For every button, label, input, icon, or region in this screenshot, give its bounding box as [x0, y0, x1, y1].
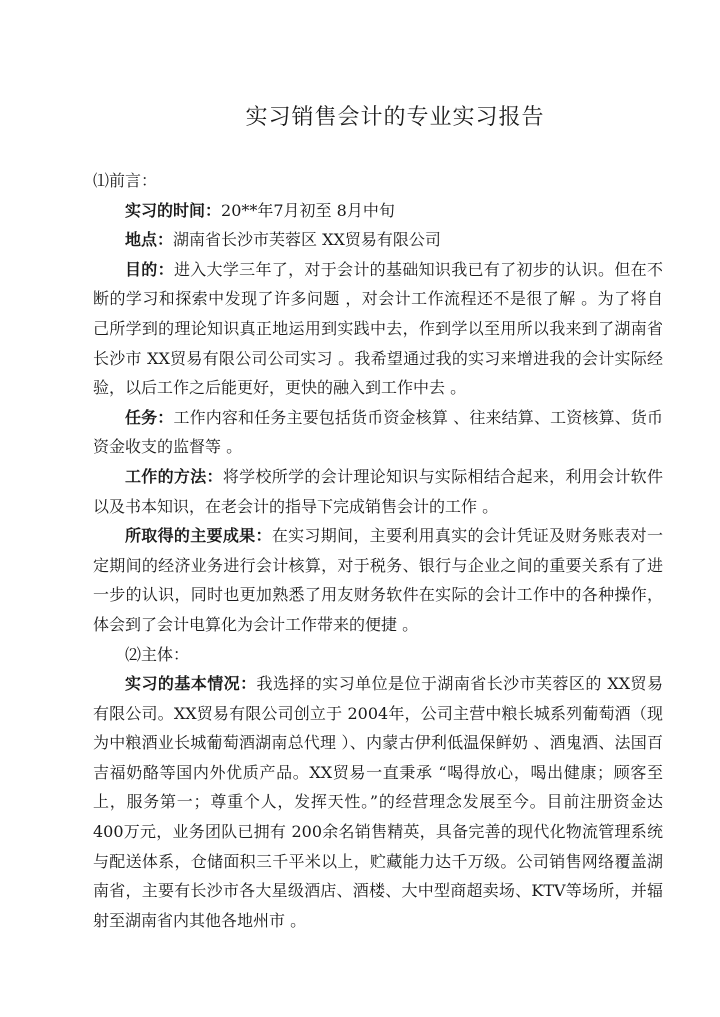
basic-text: 我选择的实习单位是位于湖南省长沙市芙蓉区的 XX贸易有限公司。XX贸易有限公司创立于 2004年，公司主营中粮长城系列葡萄酒（现为中粮酒业长城葡萄酒湖南总代理 ）、内蒙古伊利低温保鲜奶 、酒鬼酒、法国百吉福奶酪等国内外优质产品。XX贸易一直秉承 “喝得放心，喝出健康；顾客至上，服务第一；尊重个人，发挥天性。”的经营理念发展至今。目前注册资金达 400万元，业务团队已拥有 200余名销售精英，具备完善的现代化物流管理系统与配送体系，仓储面积三千平米以上，贮藏能力达千万级。公司销售网络覆盖湖南省，主要有长沙市各大星级酒店、酒楼、大中型商超卖场、KTV等场所，并辐射至湖南省内其他各地州市 。: [93, 674, 663, 930]
basic-label: 实习的基本情况：: [125, 674, 257, 694]
place-label: 地点：: [125, 230, 174, 250]
task-text: 工作内容和任务主要包括货币资金核算 、往来结算、工资核算、货币资金收支的监督等 。: [93, 407, 663, 457]
paragraph-place: [93, 225, 663, 255]
paragraph-purpose: [93, 255, 663, 403]
paragraph-task: [93, 403, 663, 462]
paragraph-basic: [93, 669, 663, 935]
page-title: 实习销售会计的专业实习报告: [245, 105, 545, 130]
place-text: 湖南省长沙市芙蓉区 XX贸易有限公司: [173, 230, 441, 250]
time-text: 20**年7月初至 8月中旬: [221, 200, 395, 220]
method-label: 工作的方法：: [125, 466, 223, 486]
section-heading-preface: ⑴前言：: [93, 171, 158, 190]
method-text: 将学校所学的会计理论知识与实际相结合起来，利用会计软件以及书本知识，在老会计的指导下完成销售会计的工作 。: [93, 466, 663, 516]
time-label: 实习的时间：: [125, 200, 222, 220]
paragraph-results: [93, 521, 663, 639]
results-text: 在实习期间，主要利用真实的会计凭证及财务账表对一定期间的经济业务进行会计核算，对于税务、银行与企业之间的重要关系有了进一步的认识，同时也更加熟悉了用友财务软件在实际的会计工作中的各种操作，体会到了会计电算化为会计工作带来的便捷 。: [93, 526, 663, 634]
document-body: [93, 166, 663, 935]
purpose-label: 目的：: [125, 259, 174, 279]
task-label: 任务：: [125, 407, 174, 427]
results-label: 所取得的主要成果：: [125, 526, 272, 546]
paragraph-method: [93, 462, 663, 521]
paragraph-time: [93, 196, 663, 226]
purpose-text: 进入大学三年了，对于会计的基础知识我已有了初步的认识。但在不断的学习和探索中发现了许多问题 ，对会计工作流程还不是很了解 。为了将自己所学到的理论知识真正地运用到实践中去，作到学以至用所以我来到了湖南省长沙市 XX贸易有限公司公司实习 。我希望通过我的实习来增进我的会计实际经验，以后工作之后能更好，更快的融入到工作中去 。: [93, 259, 663, 398]
section-heading-main: ⑵主体：: [125, 644, 190, 664]
